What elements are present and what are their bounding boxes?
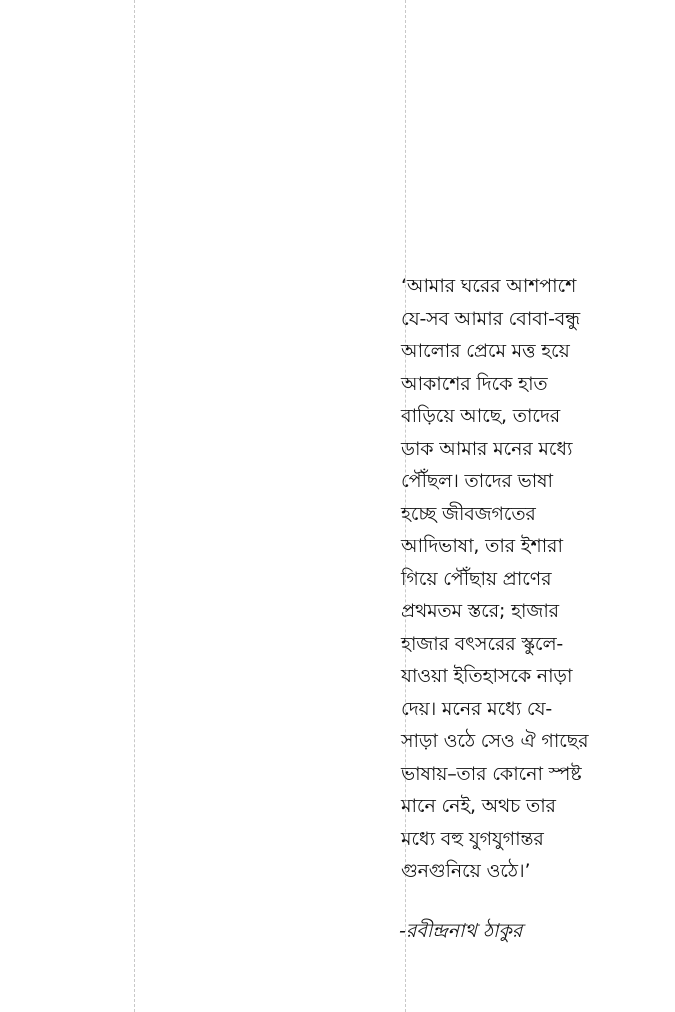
author-signature: -রবীন্দ্রনাথ ঠাকুর [399,920,523,942]
quote-line: ডাক আমার মনের মধ্যে [401,437,573,460]
quote-line: মধ্যে বহু যুগযুগান্তর [401,827,544,850]
quote-line: প্রথমতম স্তরে; হাজার [401,600,559,622]
quote-line: ভাষায়–তার কোনো স্পষ্ট [401,762,582,785]
quote-line: আদিভাষা, তার ইশারা [401,535,563,557]
quote-line: গুনগুনিয়ে ওঠে।’ [401,860,531,882]
quote-line: ‘আমার ঘরের আশপাশে [401,275,577,297]
quote-line: হচ্ছে জীবজগতের [401,502,536,525]
quote-line: গিয়ে পৌঁছায় প্রাণের [401,567,552,590]
quote-line: আলোর প্রেমে মত্ত হয়ে [401,340,570,362]
quote-line: হাজার বৎসরের স্কুলে- [401,632,564,655]
quote-line: পৌঁছল। তাদের ভাষা [401,470,553,492]
quote-line: আকাশের দিকে হাত [401,372,548,395]
quote-line: যাওয়া ইতিহাসকে নাড়া [401,665,573,687]
quote-line: মানে নেই, অথচ তার [401,795,556,817]
quote-line: বাড়িয়ে আছে, তাদের [401,405,560,427]
quote-block [401,270,671,888]
quote-line: দেয়। মনের মধ্যে যে- [401,697,553,720]
page-guide-line-left [134,0,135,1012]
quote-line: যে-সব আমার বোবা-বন্ধু [401,307,580,330]
quote-line: সাড়া ওঠে সেও ঐ গাছের [401,730,589,752]
